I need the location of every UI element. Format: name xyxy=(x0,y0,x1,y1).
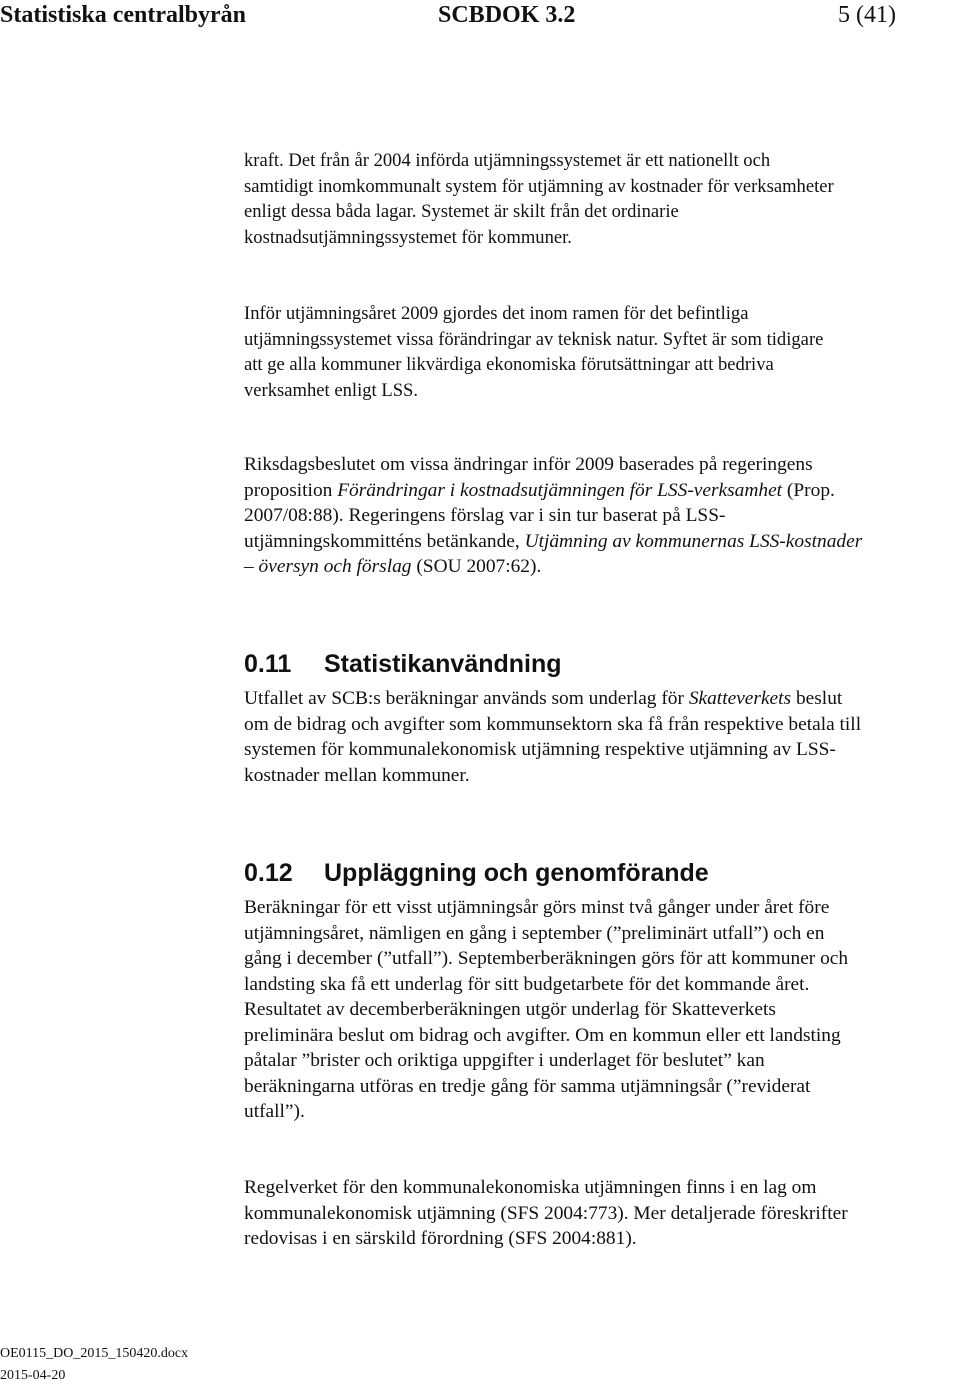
paragraph-line: att ge alla kommuner likvärdiga ekonomiska förutsättningar att bedriva xyxy=(244,354,774,375)
paragraph-line: systemen för kommunalekonomisk utjämning respektive utjämning av LSS- xyxy=(244,739,836,760)
section-number: 0.12 xyxy=(244,859,293,887)
paragraph-line: landsting ska få ett underlag för sitt budgetarbete för det kommande året. xyxy=(244,973,810,995)
paragraph-line: Utfallet av SCB:s beräkningar används som underlag för Skatteverkets beslut xyxy=(244,688,843,709)
paragraph-line: kostnader mellan kommuner. xyxy=(244,764,470,786)
report-subtitle: – översyn och förslag xyxy=(244,556,412,577)
paragraph-statistics-use xyxy=(244,686,960,788)
paragraph-line: utjämningsåret, nämligen en gång i september (”preliminärt utfall”) och en xyxy=(244,922,825,944)
paragraph-line: Riksdagsbeslutet om vissa ändringar inför 2009 baserades på regeringens xyxy=(244,454,813,475)
paragraph-line: utjämningskommitténs betänkande, Utjämning av kommunernas LSS-kostnader xyxy=(244,530,863,552)
report-title: Utjämning av kommunernas LSS-kostnader xyxy=(524,530,863,552)
paragraph-line: kommunalekonomisk utjämning (SFS 2004:773). Mer detaljerade föreskrifter xyxy=(244,1202,848,1224)
paragraph-line: verksamhet enligt LSS. xyxy=(244,379,419,401)
paragraph-line: beräkningarna utföras en tredje gång för samma utjämningsår (”reviderat xyxy=(244,1075,811,1097)
section-title: Uppläggning och genomförande xyxy=(324,859,709,887)
section-number: 0.11 xyxy=(244,650,292,678)
paragraph-line: kraft. Det från år 2004 införda utjämningssystemet är ett nationellt och xyxy=(244,150,771,171)
paragraph-line: Resultatet av decemberberäkningen utgör underlag för Skatteverkets xyxy=(244,999,776,1020)
footer-filename: OE0115_DO_2015_150420.docx xyxy=(0,1346,189,1361)
paragraph-line: Beräkningar för ett visst utjämningsår görs minst två gånger under året före xyxy=(244,897,830,918)
proposition-title: Förändringar i kostnadsutjämningen för LSS-verksamhet xyxy=(337,479,783,501)
paragraph-line: Inför utjämningsåret 2009 gjordes det inom ramen för det befintliga xyxy=(244,303,749,324)
paragraph-line: – översyn och förslag (SOU 2007:62). xyxy=(244,556,542,577)
paragraph-line: påtalar ”brister och oriktiga uppgifter i underlaget för beslutet” kan xyxy=(244,1050,765,1071)
paragraph-line: utjämningssystemet vissa förändringar av teknisk natur. Syftet är som tidigare xyxy=(244,328,824,350)
section-heading-design xyxy=(244,859,709,888)
paragraph-line: proposition Förändringar i kostnadsutjämningen för LSS-verksamhet (Prop. xyxy=(244,479,835,501)
paragraph-line: samtidigt inomkommunalt system för utjämning av kostnader för verksamheter xyxy=(244,175,834,197)
paragraph-2009-changes xyxy=(244,301,960,403)
header-organization: Statistiska centralbyrån xyxy=(0,2,246,28)
paragraph-calculations xyxy=(244,895,960,1125)
paragraph-line: redovisas i en särskild förordning (SFS 2004:881). xyxy=(244,1228,637,1249)
paragraph-riksdag-decision xyxy=(244,452,960,580)
section-title: Statistikanvändning xyxy=(324,650,562,678)
paragraph-line: enligt dessa båda lagar. Systemet är skilt från det ordinarie xyxy=(244,201,679,222)
paragraph-line: gång i december (”utfall”). Septemberberäkningen görs för att kommuner och xyxy=(244,948,849,969)
footer-date: 2015-04-20 xyxy=(0,1368,66,1383)
paragraph-line: Regelverket för den kommunalekonomiska utjämningen finns i en lag om xyxy=(244,1177,817,1198)
header-document-id: SCBDOK 3.2 xyxy=(438,2,576,28)
paragraph-regulations xyxy=(244,1175,960,1252)
header-page-number: 5 (41) xyxy=(838,2,896,28)
section-heading-statistics-use xyxy=(244,650,562,679)
agency-name: Skatteverkets xyxy=(688,688,792,709)
paragraph-line: 2007/08:88). Regeringens förslag var i sin tur baserat på LSS- xyxy=(244,505,726,526)
page-header xyxy=(0,2,960,38)
paragraph-line: utfall”). xyxy=(244,1101,305,1122)
paragraph-line: preliminära beslut om bidrag och avgifter. Om en kommun eller ett landsting xyxy=(244,1024,841,1046)
paragraph-intro xyxy=(244,148,960,250)
paragraph-line: om de bidrag och avgifter som kommunsektorn ska få från respektive betala till xyxy=(244,713,862,735)
paragraph-line: kostnadsutjämningssystemet för kommuner. xyxy=(244,226,572,248)
